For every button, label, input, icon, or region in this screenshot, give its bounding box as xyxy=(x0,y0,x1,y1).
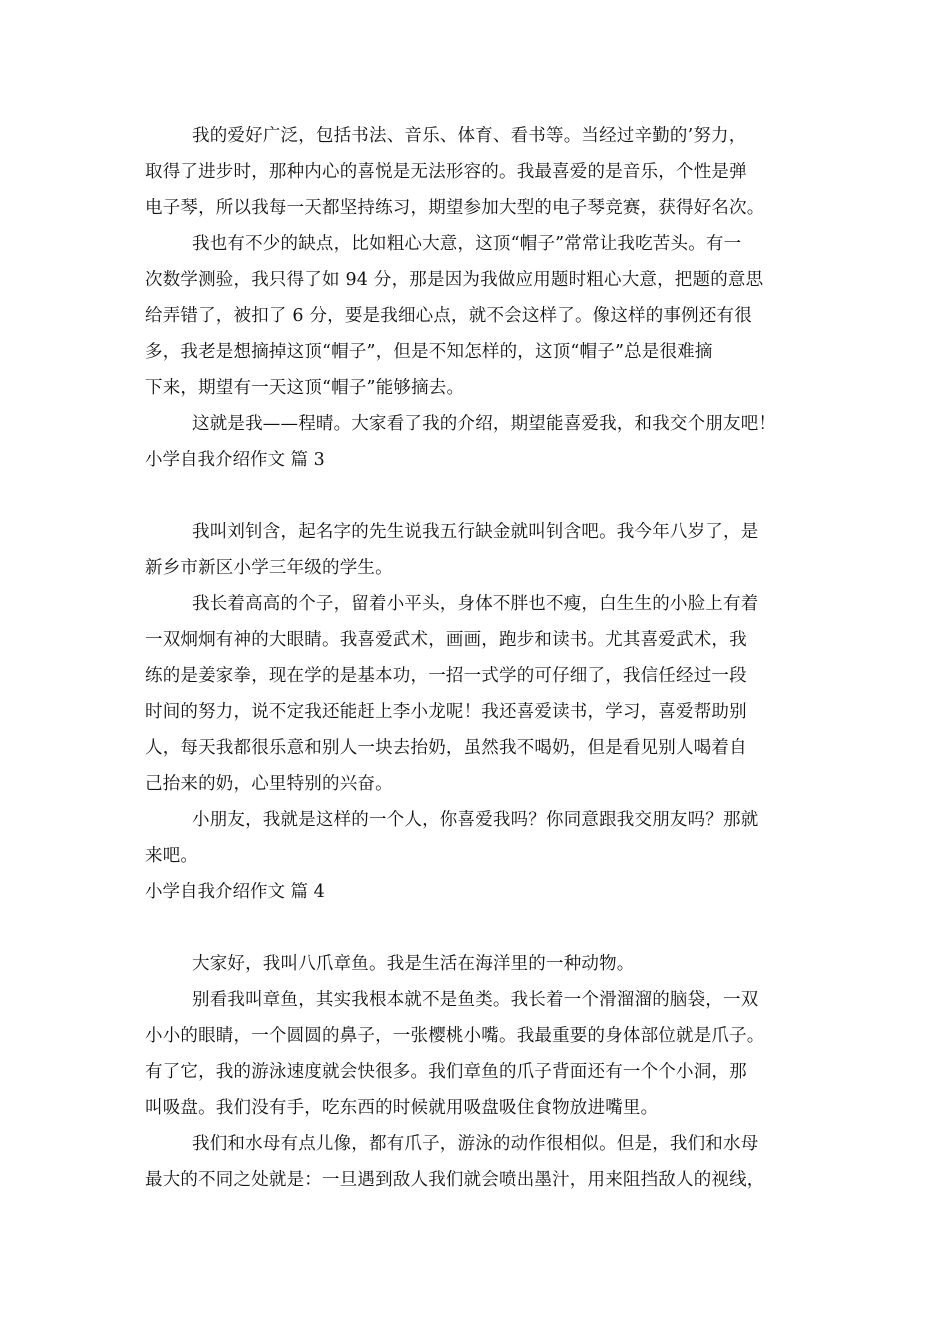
text-line: 多，我老是想摘掉这顶“帽子”，但是不知怎样的，这顶“帽子”总是很难摘 xyxy=(145,342,713,362)
text-line: 新乡市新区小学三年级的学生。 xyxy=(145,558,393,578)
essay-section-3 xyxy=(145,442,807,874)
text-line: 来吧。 xyxy=(145,846,199,866)
text-line: 时间的努力，说不定我还能赶上李小龙呢！我还喜爱读书，学习，喜爱帮助别 xyxy=(145,702,747,722)
paragraph xyxy=(145,802,807,874)
text-line: 叫吸盘。我们没有手，吃东西的时候就用吸盘吸住食物放进嘴里。 xyxy=(145,1098,659,1118)
paragraph xyxy=(145,1126,807,1198)
text-line: 小小的眼睛，一个圆圆的鼻子，一张樱桃小嘴。我最重要的身体部位就是爪子。 xyxy=(145,1026,765,1046)
text-line: 最大的不同之处就是：一旦遇到敌人我们就会喷出墨汁，用来阻挡敌人的视线， xyxy=(145,1170,765,1190)
text-line: 次数学测验，我只得了如 94 分，那是因为我做应用题时粗心大意，把题的意思 xyxy=(145,270,764,290)
section-heading: 小学自我介绍作文 篇 3 xyxy=(145,450,325,470)
text-line: 己抬来的奶，心里特别的兴奋。 xyxy=(145,774,393,794)
text-line: 我叫刘钊含，起名字的先生说我五行缺金就叫钊含吧。我今年八岁了，是 xyxy=(192,522,759,542)
text-line: 下来，期望有一天这顶“帽子”能够摘去。 xyxy=(145,378,465,398)
essay-section-2-continued xyxy=(145,118,807,442)
text-line: 我也有不少的缺点，比如粗心大意，这顶“帽子”常常让我吃苦头。有一 xyxy=(192,234,742,254)
paragraph xyxy=(145,226,807,406)
text-line: 我们和水母有点儿像，都有爪子，游泳的动作很相似。但是，我们和水母 xyxy=(192,1134,759,1154)
section-heading: 小学自我介绍作文 篇 4 xyxy=(145,882,325,902)
text-line: 大家好，我叫八爪章鱼。我是生活在海洋里的一种动物。 xyxy=(192,954,635,974)
blank-line xyxy=(145,478,807,514)
text-line: 小朋友，我就是这样的一个人，你喜爱我吗？你同意跟我交朋友吗？那就 xyxy=(192,810,759,830)
text-line: 取得了进步时，那种内心的喜悦是无法形容的。我最喜爱的是音乐，个性是弹 xyxy=(145,162,747,182)
document-page xyxy=(145,118,807,1198)
text-line: 一双炯炯有神的大眼睛。我喜爱武术，画画，跑步和读书。尤其喜爱武术，我 xyxy=(145,630,747,650)
text-line: 别看我叫章鱼，其实我根本就不是鱼类。我长着一个滑溜溜的脑袋，一双 xyxy=(192,990,759,1010)
text-line: 我的爱好广泛，包括书法、音乐、体育、看书等。当经过辛勤的’努力， xyxy=(192,126,747,146)
text-line: 我长着高高的个子，留着小平头，身体不胖也不瘦，白生生的小脸上有着 xyxy=(192,594,759,614)
text-line: 人，每天我都很乐意和别人一块去抬奶，虽然我不喝奶，但是看见别人喝着自 xyxy=(145,738,747,758)
text-line: 练的是姜家拳，现在学的是基本功，一招一式学的可仔细了，我信任经过一段 xyxy=(145,666,747,686)
paragraph xyxy=(145,982,807,1126)
text-line: 有了它，我的游泳速度就会快很多。我们章鱼的爪子背面还有一个个小洞，那 xyxy=(145,1062,747,1082)
paragraph xyxy=(145,946,807,982)
text-line: 电子琴，所以我每一天都坚持练习，期望参加大型的电子琴竞赛，获得好名次。 xyxy=(145,198,765,218)
blank-line xyxy=(145,910,807,946)
paragraph xyxy=(145,406,807,442)
text-line: 这就是我——程晴。大家看了我的介绍，期望能喜爱我，和我交个朋友吧！ xyxy=(192,414,777,434)
text-line: 给弄错了，被扣了 6 分，要是我细心点，就不会这样了。像这样的事例还有很 xyxy=(145,306,752,326)
essay-section-4 xyxy=(145,874,807,1198)
paragraph xyxy=(145,118,807,226)
paragraph xyxy=(145,586,807,802)
paragraph xyxy=(145,514,807,586)
